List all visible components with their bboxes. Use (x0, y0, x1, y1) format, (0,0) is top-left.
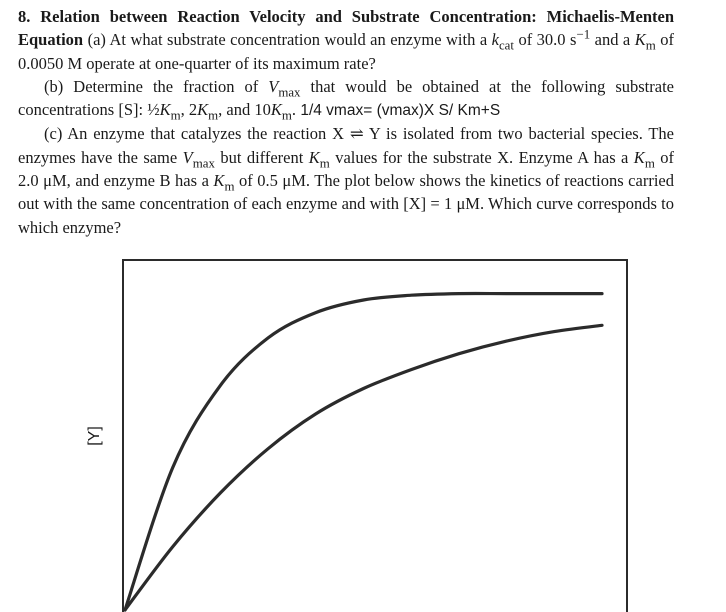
plot-frame (123, 260, 627, 612)
part-b-text: , and 10 (218, 100, 271, 120)
part-a-text: of 0.0050 M operate at one-quarter of its maximum rate? (18, 30, 674, 73)
vmax-subscript: max (278, 85, 301, 100)
km-subscript: m (170, 108, 181, 123)
part-a-text: of 30.0 s (513, 30, 577, 50)
part-b-text: that would be obtained at the following substrate concentrations [S]: ½ (18, 76, 674, 120)
km-symbol: K (197, 100, 209, 120)
part-b-text: , 2 (180, 100, 198, 120)
series-layer (125, 294, 602, 610)
part-c-text: of 0.5 μM. The plot below shows the kinetics of reactions carried out with the same concentration of each enzyme and with [X] = 1 μM. Which curve corresponds to which enzyme? (18, 171, 674, 237)
question-title: Relation between Reaction Velocity and Substrate Concentration: Michaelis-Menten Equation (18, 7, 675, 50)
part-c-label: (c) (44, 124, 63, 144)
part-b-text: . (291, 100, 297, 120)
handwritten-note: 1/4 vmax= (vmax)X S/ Km+S (296, 102, 501, 120)
part-c-text: values for the substrate X. Enzyme A has a (329, 147, 634, 167)
curve-2 (125, 325, 602, 610)
km-symbol: K (308, 147, 320, 167)
unit-superscript: −1 (576, 27, 591, 42)
part-c-text: but different (214, 147, 309, 167)
km-symbol: K (213, 171, 225, 191)
km-subscript: m (281, 108, 292, 123)
kcat-subscript: cat (498, 38, 514, 53)
y-axis-label: [Y] (86, 426, 103, 446)
km-symbol: K (270, 100, 282, 120)
km-symbol: K (159, 100, 171, 120)
part-a-label: (a) (87, 30, 106, 50)
part-c-text: An enzyme that catalyzes the reaction X ⇌ Y is isolated from two bacterial species. The enzymes have the same (18, 124, 674, 167)
question-number: 8. (18, 7, 31, 26)
kcat-symbol: k (491, 30, 499, 50)
km-symbol: K (634, 30, 646, 50)
part-b-text: Determine the fraction of (73, 76, 269, 96)
curve-1 (125, 294, 602, 610)
part-a-text: and a (590, 30, 635, 50)
vmax-symbol: V (182, 147, 193, 167)
part-a-text: At what substrate concentration would an enzyme with a (109, 30, 492, 50)
km-subscript: m (319, 156, 330, 171)
km-subscript: m (644, 156, 655, 171)
vmax-subscript: max (192, 156, 215, 171)
km-subscript: m (224, 179, 235, 194)
part-c-text: of 2.0 μM, and enzyme B has a (18, 147, 675, 191)
km-symbol: K (633, 147, 645, 167)
km-subscript: m (645, 38, 656, 53)
km-subscript: m (208, 108, 219, 123)
vmax-symbol: V (268, 76, 279, 96)
part-b-label: (b) (44, 76, 64, 96)
